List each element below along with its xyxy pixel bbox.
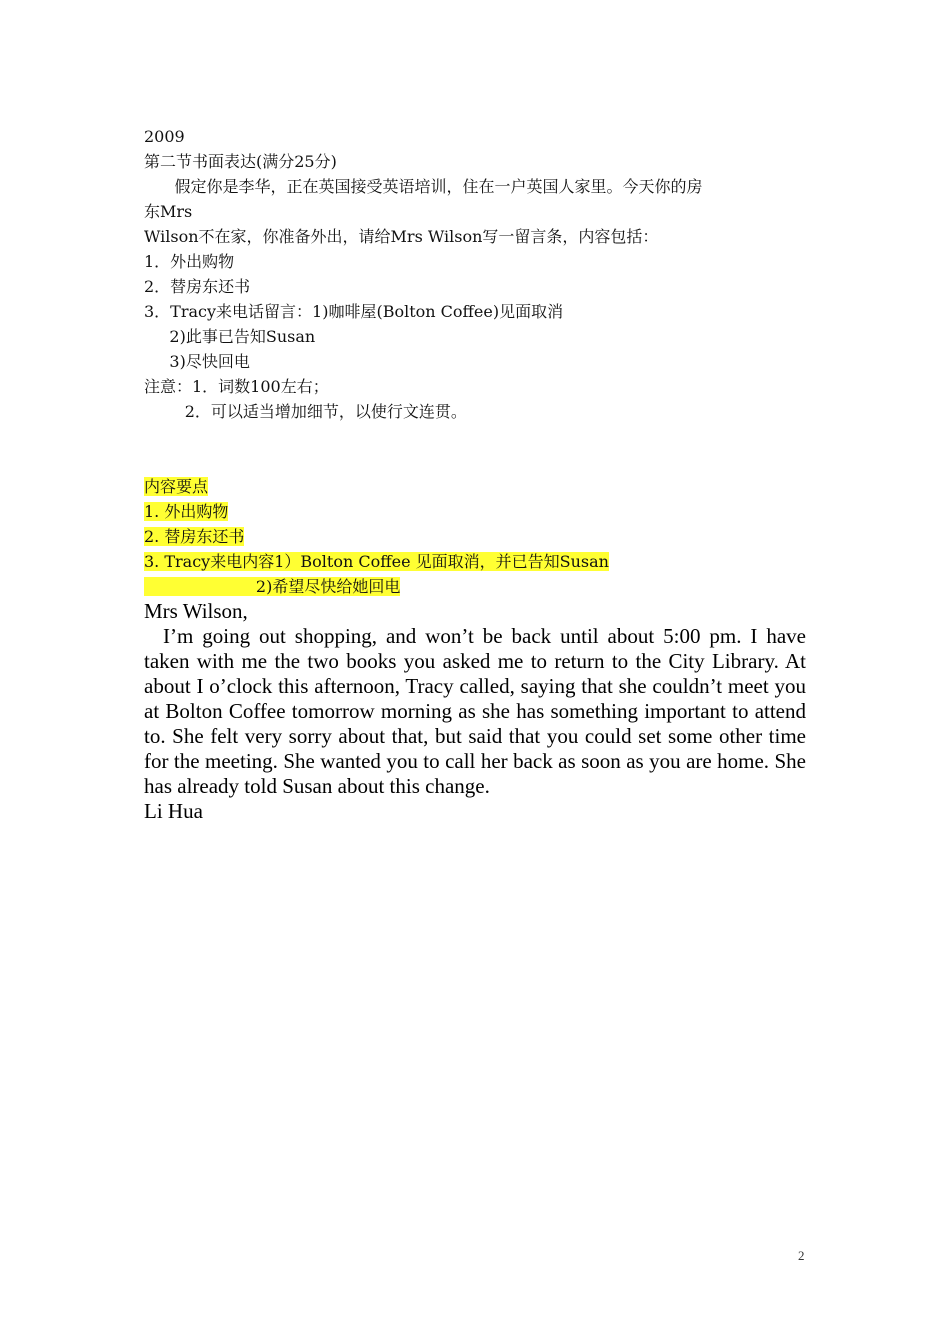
- letter-salutation: Mrs Wilson,: [144, 599, 248, 623]
- key-points-heading-row: [144, 474, 806, 499]
- letter-signature: Li Hua: [144, 799, 203, 823]
- spacer: [144, 424, 806, 474]
- key-point-3: 3. Tracy来电内容1）Bolton Coffee 见面取消，并已告知Susan: [144, 552, 609, 571]
- task-intro-line-2: 东Mrs: [144, 202, 193, 221]
- task-note-2: 2．可以适当增加细节，以使行文连贯。: [144, 402, 467, 421]
- year-line: 2009: [144, 127, 185, 146]
- task-item-3-sub-3: 3)尽快回电: [144, 352, 250, 371]
- page-number: 2: [798, 1248, 805, 1263]
- page-content: [144, 124, 806, 824]
- key-point-row: [144, 499, 806, 524]
- task-item-1: 1．外出购物: [144, 252, 235, 271]
- key-point-row: [144, 549, 806, 574]
- task-item-3-sub-2: 2)此事已告知Susan: [144, 327, 316, 346]
- key-point-3-sub: 2)希望尽快给她回电: [144, 577, 401, 596]
- key-point-row: [144, 524, 806, 549]
- task-note-1: 注意：1．词数100左右；: [144, 377, 329, 396]
- letter-body: I’m going out shopping, and won’t be back until about 5:00 pm. I have taken with me the two books you asked me to return to the City Library. At about I o’clock this afternoon, Tracy called, saying that she couldn’t meet you at Bolton Coffee tomorrow morning as she has something important to attend to. She felt very sorry about that, but said that you could set some other time for the meeting. She wanted you to call her back as soon as you are home. She has already told Susan about this change.: [144, 624, 806, 798]
- task-intro-line-3: Wilson不在家，你准备外出，请给Mrs Wilson写一留言条，内容包括：: [144, 227, 659, 246]
- key-point-2: 2. 替房东还书: [144, 527, 245, 546]
- sample-letter: [144, 599, 806, 824]
- task-item-2: 2．替房东还书: [144, 277, 251, 296]
- task-item-3: 3．Tracy来电话留言：1)咖啡屋(Bolton Coffee)见面取消: [144, 302, 564, 321]
- key-point-1: 1. 外出购物: [144, 502, 229, 521]
- section-title: 第二节书面表达(满分25分): [144, 152, 337, 171]
- key-points-heading: 内容要点: [144, 477, 209, 496]
- task-intro-line-1: 假定你是李华，正在英国接受英语培训，住在一户英国人家里。今天你的房: [144, 177, 703, 196]
- key-point-row: [144, 574, 806, 599]
